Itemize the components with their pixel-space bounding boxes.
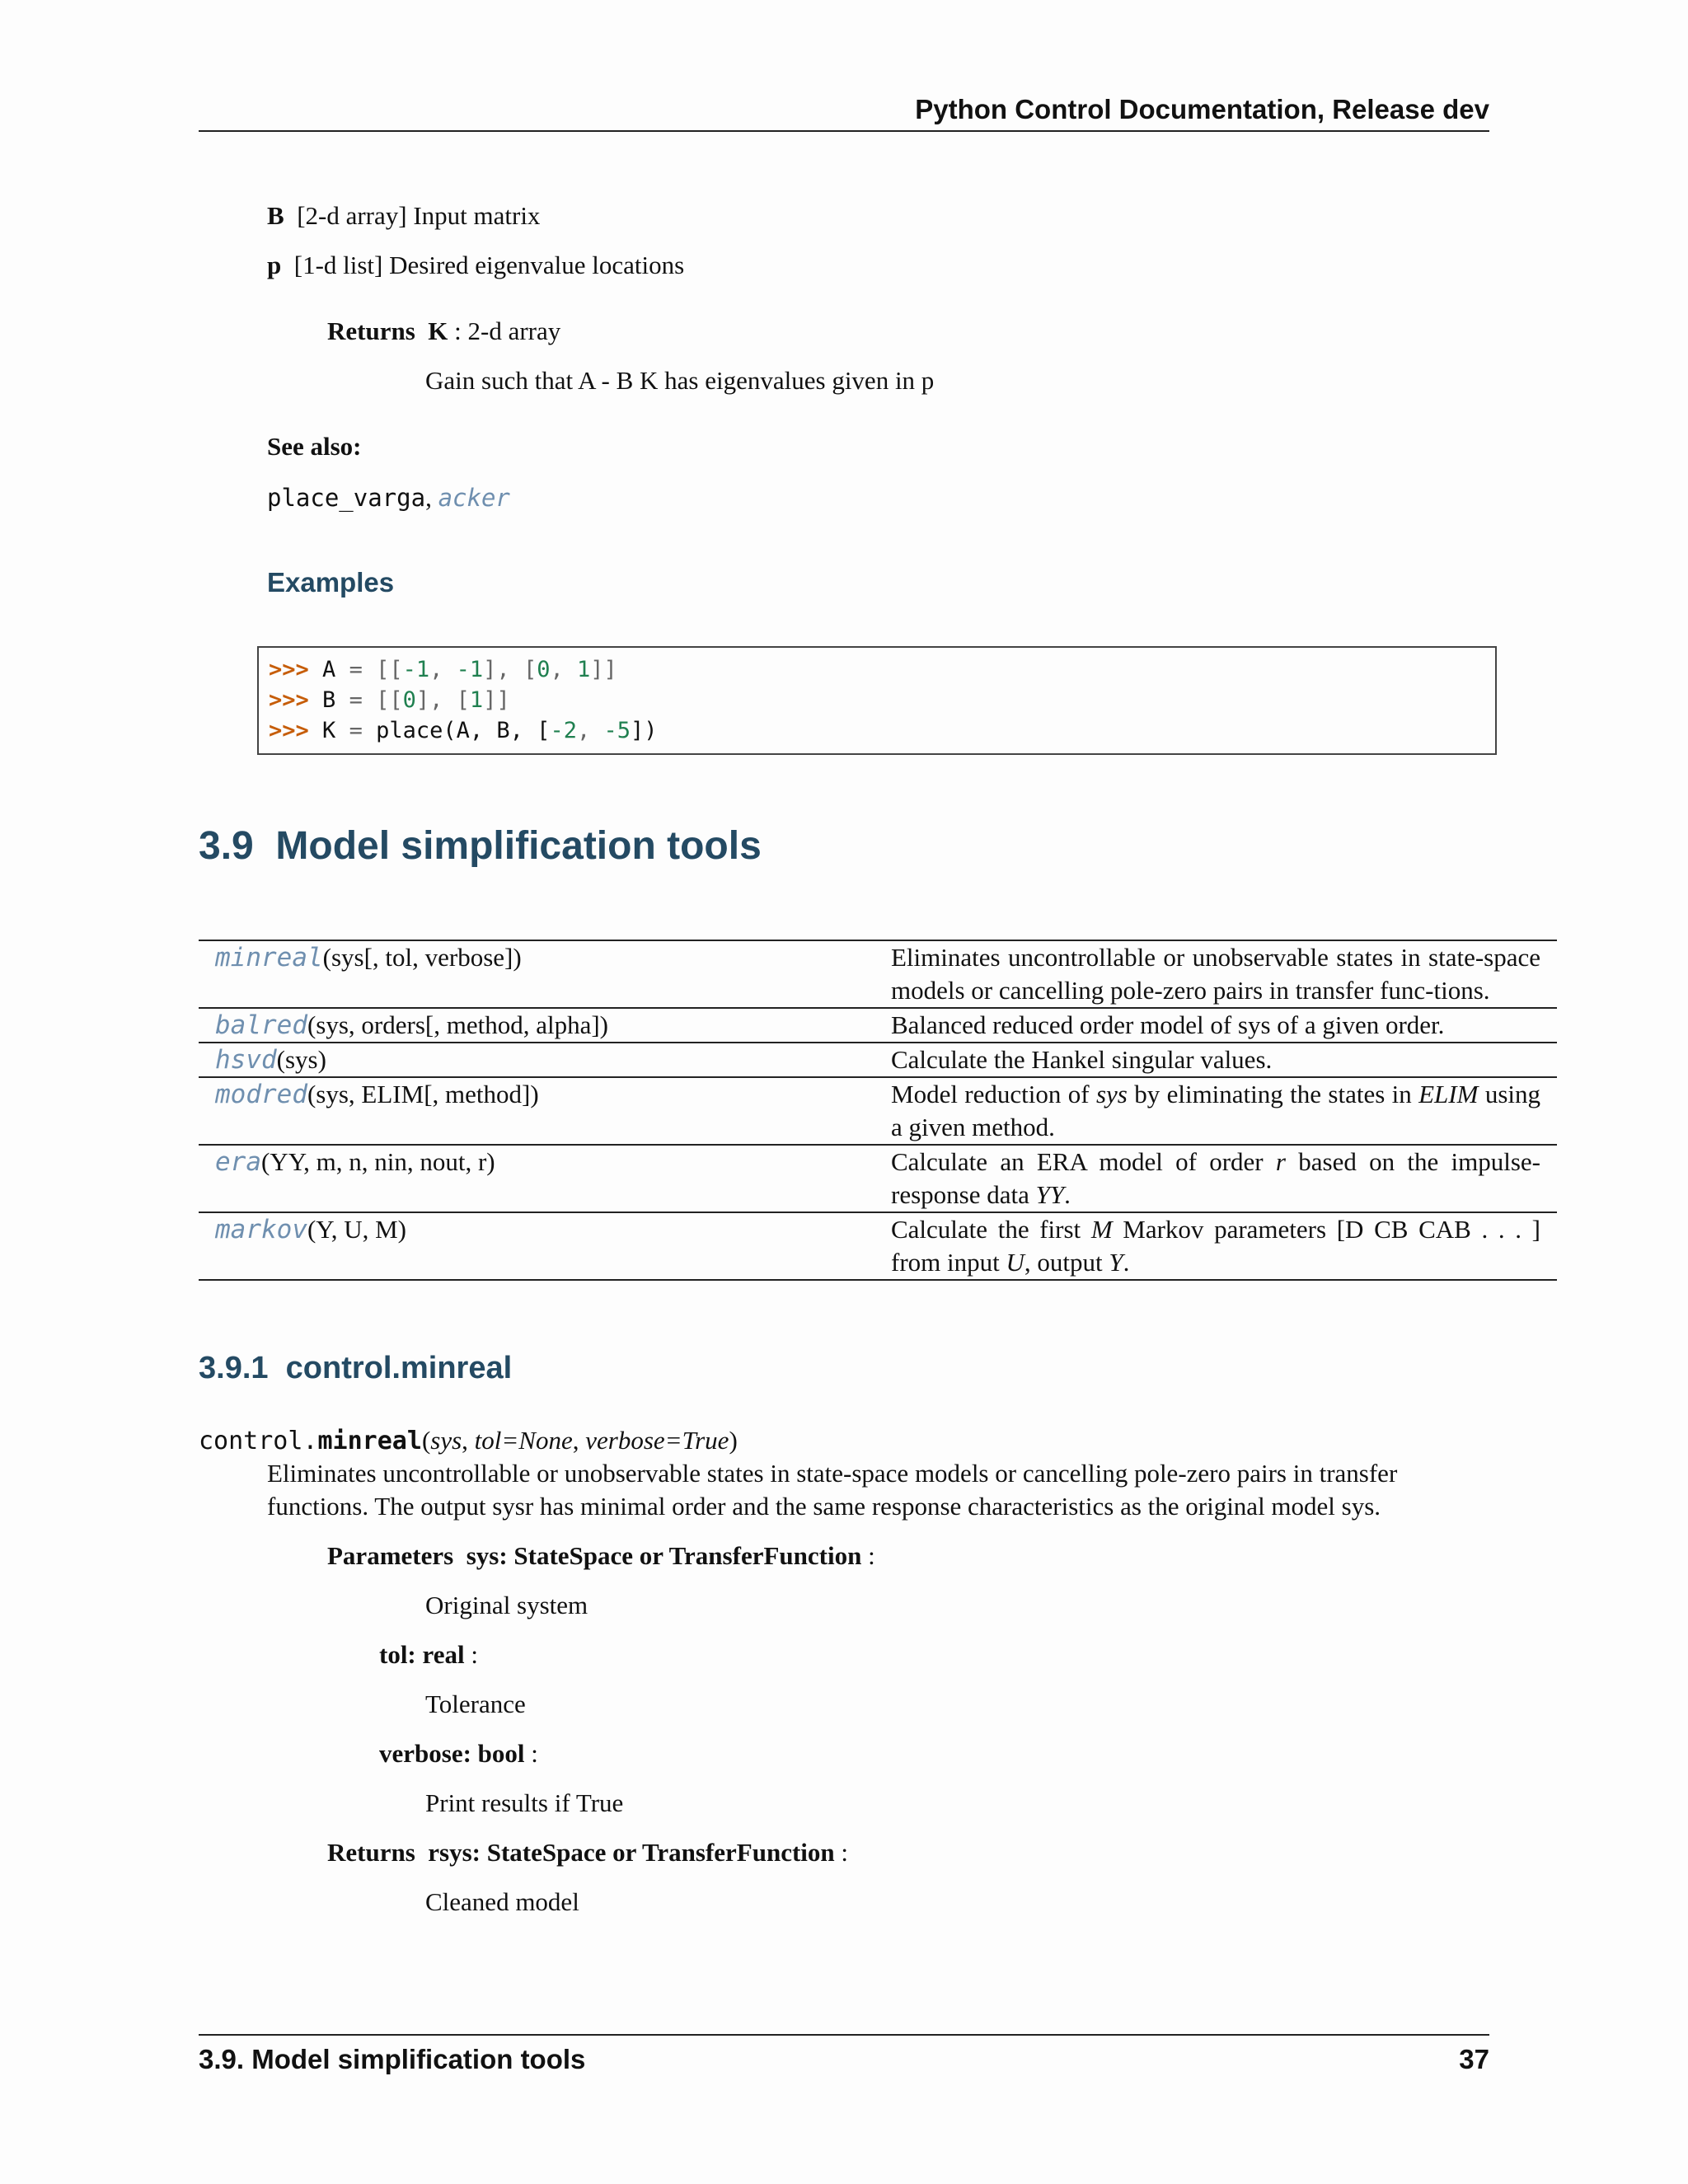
param-verbose: verbose: bool : bbox=[379, 1739, 538, 1768]
see-also-sep: , bbox=[425, 483, 432, 512]
parameters-label: Parameters bbox=[327, 1541, 454, 1570]
table-cell-desc: Eliminates uncontrollable or unobservable states in state-space models or cancelling pole-zero pairs in transfer func-tions. bbox=[874, 940, 1557, 1008]
table-cell-desc: Calculate an ERA model of order r based on the impulse-response data YY. bbox=[874, 1145, 1557, 1212]
returns: Returns rsys: StateSpace or TransferFunction : bbox=[327, 1838, 849, 1867]
section-heading bbox=[199, 821, 762, 872]
code-line: >>> B = [[0], [1]] bbox=[269, 687, 510, 713]
see-also-acker-link[interactable]: acker bbox=[438, 484, 510, 512]
code-block bbox=[257, 646, 1497, 755]
subsection-title: control.minreal bbox=[285, 1351, 513, 1385]
table-cell-func: era(YY, m, n, nin, nout, r) bbox=[199, 1145, 874, 1212]
returns-prev-type: : 2-d array bbox=[454, 316, 561, 345]
param-p-name: p bbox=[267, 251, 282, 279]
table-cell-desc: Calculate the Hankel singular values. bbox=[874, 1043, 1557, 1077]
param-tol: tol: real : bbox=[379, 1640, 478, 1669]
code-line: >>> A = [[-1, -1], [0, 1]] bbox=[269, 657, 617, 682]
param-sys-desc: Original system bbox=[425, 1591, 588, 1619]
func-link-balred[interactable]: balred bbox=[215, 1010, 307, 1040]
table-row bbox=[199, 1043, 1557, 1077]
header-title: Python Control Documentation, Release dev bbox=[915, 94, 1489, 124]
examples-heading: Examples bbox=[267, 567, 395, 598]
returns-desc: Cleaned model bbox=[425, 1887, 579, 1916]
func-link-hsvd[interactable]: hsvd bbox=[215, 1045, 277, 1075]
func-link-era[interactable]: era bbox=[215, 1147, 261, 1177]
table-cell-desc: Balanced reduced order model of sys of a given order. bbox=[874, 1008, 1557, 1043]
table-row bbox=[199, 940, 1557, 1008]
see-also-list bbox=[267, 481, 510, 514]
param-verbose-desc: Print results if True bbox=[425, 1788, 624, 1817]
table-cell-desc: Model reduction of sys by eliminating the states in ELIM using a given method. bbox=[874, 1077, 1557, 1145]
returns-prev-label: Returns bbox=[327, 316, 415, 345]
table-cell-func: markov(Y, U, M) bbox=[199, 1212, 874, 1280]
table-cell-func: minreal(sys[, tol, verbose]) bbox=[199, 940, 874, 1008]
signature-module: control. bbox=[199, 1427, 318, 1455]
subsection-heading bbox=[199, 1348, 512, 1389]
table-row bbox=[199, 1145, 1557, 1212]
param-b-desc: [2-d array] Input matrix bbox=[297, 201, 541, 230]
page-footer bbox=[199, 2034, 1489, 2078]
signature-name: minreal bbox=[317, 1427, 422, 1455]
function-signature: control.minreal(sys, tol=None, verbose=True) bbox=[199, 1426, 738, 1455]
table-row bbox=[199, 1212, 1557, 1280]
code-prompt: >>> bbox=[269, 687, 309, 713]
function-description: Eliminates uncontrollable or unobservable states in state-space models or cancelling pole-zero pairs in transfer functions. The output sysr has minimal order and the same response characteristics as the original model sys. bbox=[267, 1459, 1398, 1521]
func-link-minreal[interactable]: minreal bbox=[215, 943, 323, 972]
running-header bbox=[199, 92, 1489, 132]
param-p bbox=[267, 249, 684, 282]
param-b bbox=[267, 199, 540, 232]
signature-arg-tol: tol=None bbox=[474, 1426, 573, 1455]
code-line: >>> K = place(A, B, [-2, -5]) bbox=[269, 718, 658, 743]
footer-section: 3.9. Model simplification tools bbox=[199, 2044, 586, 2074]
section-title: Model simplification tools bbox=[275, 824, 762, 868]
param-b-name: B bbox=[267, 201, 284, 230]
returns-prev bbox=[327, 315, 560, 348]
summary-table bbox=[199, 940, 1557, 1281]
returns-label: Returns bbox=[327, 1838, 415, 1867]
func-link-markov[interactable]: markov bbox=[215, 1215, 307, 1244]
subsection-number: 3.9.1 bbox=[199, 1351, 269, 1385]
see-also-place-varga: place_varga bbox=[267, 484, 426, 512]
param-p-desc: [1-d list] Desired eigenvalue locations bbox=[293, 251, 685, 279]
table-cell-func: hsvd(sys) bbox=[199, 1043, 874, 1077]
section-number: 3.9 bbox=[199, 824, 254, 868]
returns-name: rsys: StateSpace or TransferFunction bbox=[428, 1838, 835, 1867]
see-also-title: See also: bbox=[267, 432, 362, 461]
table-row bbox=[199, 1008, 1557, 1043]
code-prompt: >>> bbox=[269, 718, 309, 743]
table-cell-desc: Calculate the first M Markov parameters [D CB CAB . . . ] from input U, output Y. bbox=[874, 1212, 1557, 1280]
returns-prev-desc: Gain such that A - B K has eigenvalues given in p bbox=[425, 366, 935, 395]
returns-prev-name: K bbox=[428, 316, 448, 345]
param-sys: Parameters sys: StateSpace or TransferFunction : bbox=[327, 1541, 875, 1570]
func-link-modred[interactable]: modred bbox=[215, 1080, 307, 1109]
table-row bbox=[199, 1077, 1557, 1145]
code-prompt: >>> bbox=[269, 657, 309, 682]
page-number: 37 bbox=[1459, 2044, 1489, 2074]
signature-arg-verbose: verbose=True bbox=[585, 1426, 729, 1455]
signature-arg-sys: sys bbox=[430, 1426, 462, 1455]
table-cell-func: modred(sys, ELIM[, method]) bbox=[199, 1077, 874, 1145]
table-cell-func: balred(sys, orders[, method, alpha]) bbox=[199, 1008, 874, 1043]
param-tol-desc: Tolerance bbox=[425, 1690, 526, 1718]
